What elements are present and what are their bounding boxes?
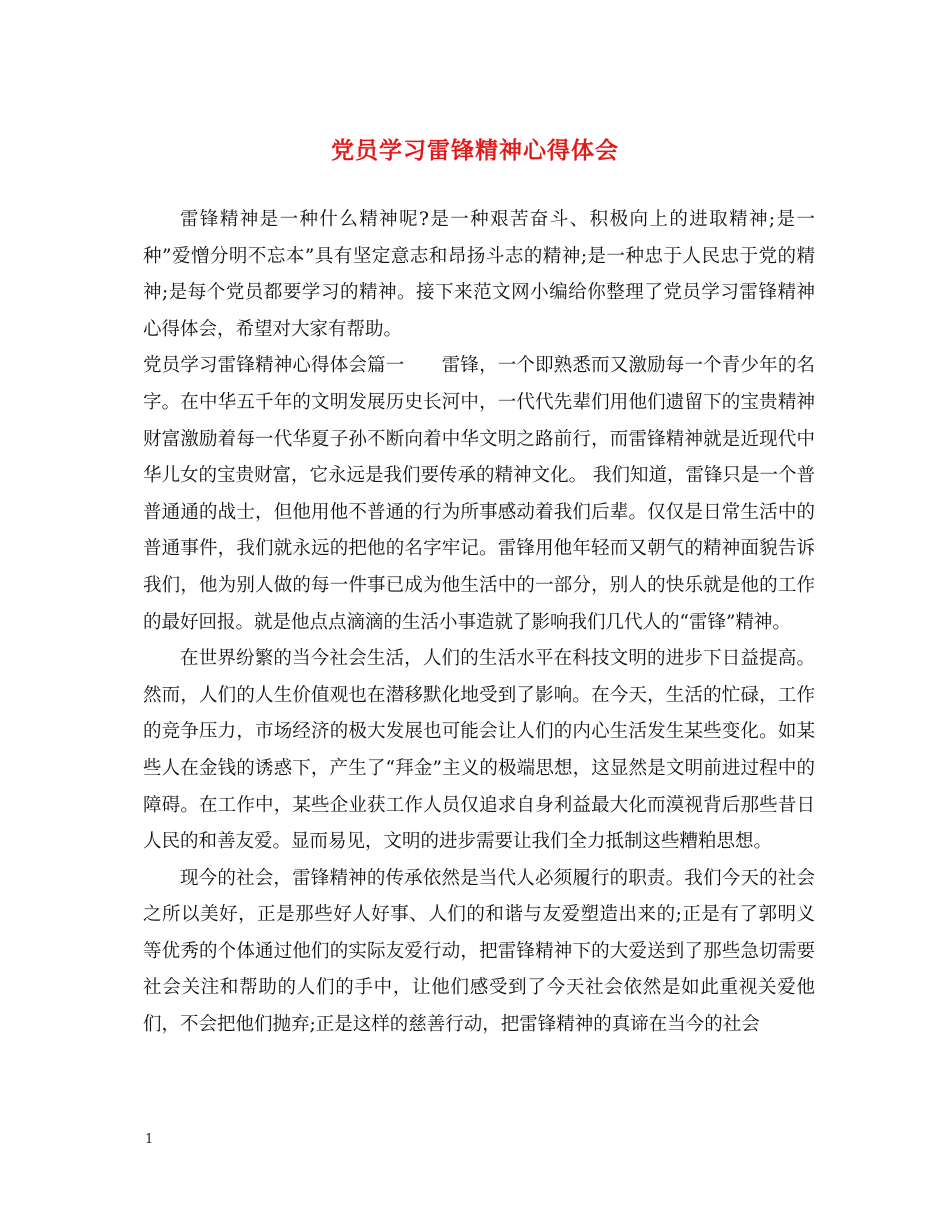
page-number: 1: [145, 1132, 154, 1147]
document-title: 党员学习雷锋精神心得体会: [331, 137, 619, 164]
document-body: [143, 202, 815, 1044]
article-paragraph-1: 党员学习雷锋精神心得体会篇一 雷锋，一个即熟悉而又激励每一个青少年的名字。在中华五千年的文明发展历史长河中，一代代先辈们用他们遗留下的宝贵精神财富激励着每一代华夏子孙不断向着中华文明之路前行，而雷锋精神就是近现代中华儿女的宝贵财富，它永远是我们要传承的精神文化。 我们知道，雷锋只是一个普普通通的战士，但他用他不普通的行为所事感动着我们后辈。仅仅是日常生活中的普通事件，我们就永远的把他的名字牢记。雷锋用他年轻而又朝气的精神面貌告诉我们，他为别人做的每一件事已成为他生活中的一部分，别人的快乐就是他的工作的最好回报。就是他点点滴滴的生活小事造就了影响我们几代人的“雷锋”精神。: [143, 355, 815, 633]
article-paragraph-2: 在世界纷繁的当今社会生活，人们的生活水平在科技文明的进步下日益提高。然而，人们的人生价值观也在潜移默化地受到了影响。在今天，生活的忙碌，工作的竞争压力，市场经济的极大发展也可能会让人们的内心生活发生某些变化。如某些人在金钱的诱惑下，产生了“拜金”主义的极端思想，这显然是文明前进过程中的障碍。在工作中，某些企业获工作人员仅追求自身利益最大化而漠视背后那些昔日人民的和善友爱。显而易见，文明的进步需要让我们全力抵制这些糟粕思想。: [143, 648, 815, 853]
intro-paragraph: 雷锋精神是一种什么精神呢?是一种艰苦奋斗、积极向上的进取精神;是一种”爱憎分明不忘本”具有坚定意志和昂扬斗志的精神;是一种忠于人民忠于党的精神;是每个党员都要学习的精神。接下来范文网小编给你整理了党员学习雷锋精神心得体会，希望对大家有帮助。: [143, 209, 815, 340]
article-paragraph-3: 现今的社会，雷锋精神的传承依然是当代人必须履行的职责。我们今天的社会之所以美好，正是那些好人好事、人们的和谐与友爱塑造出来的;正是有了郭明义等优秀的个体通过他们的实际友爱行动，把雷锋精神下的大爱送到了那些急切需要社会关注和帮助的人们的手中，让他们感受到了今天社会依然是如此重视关爱他们，不会把他们抛弃;正是这样的慈善行动，把雷锋精神的真谛在当今的社会: [143, 867, 815, 1036]
